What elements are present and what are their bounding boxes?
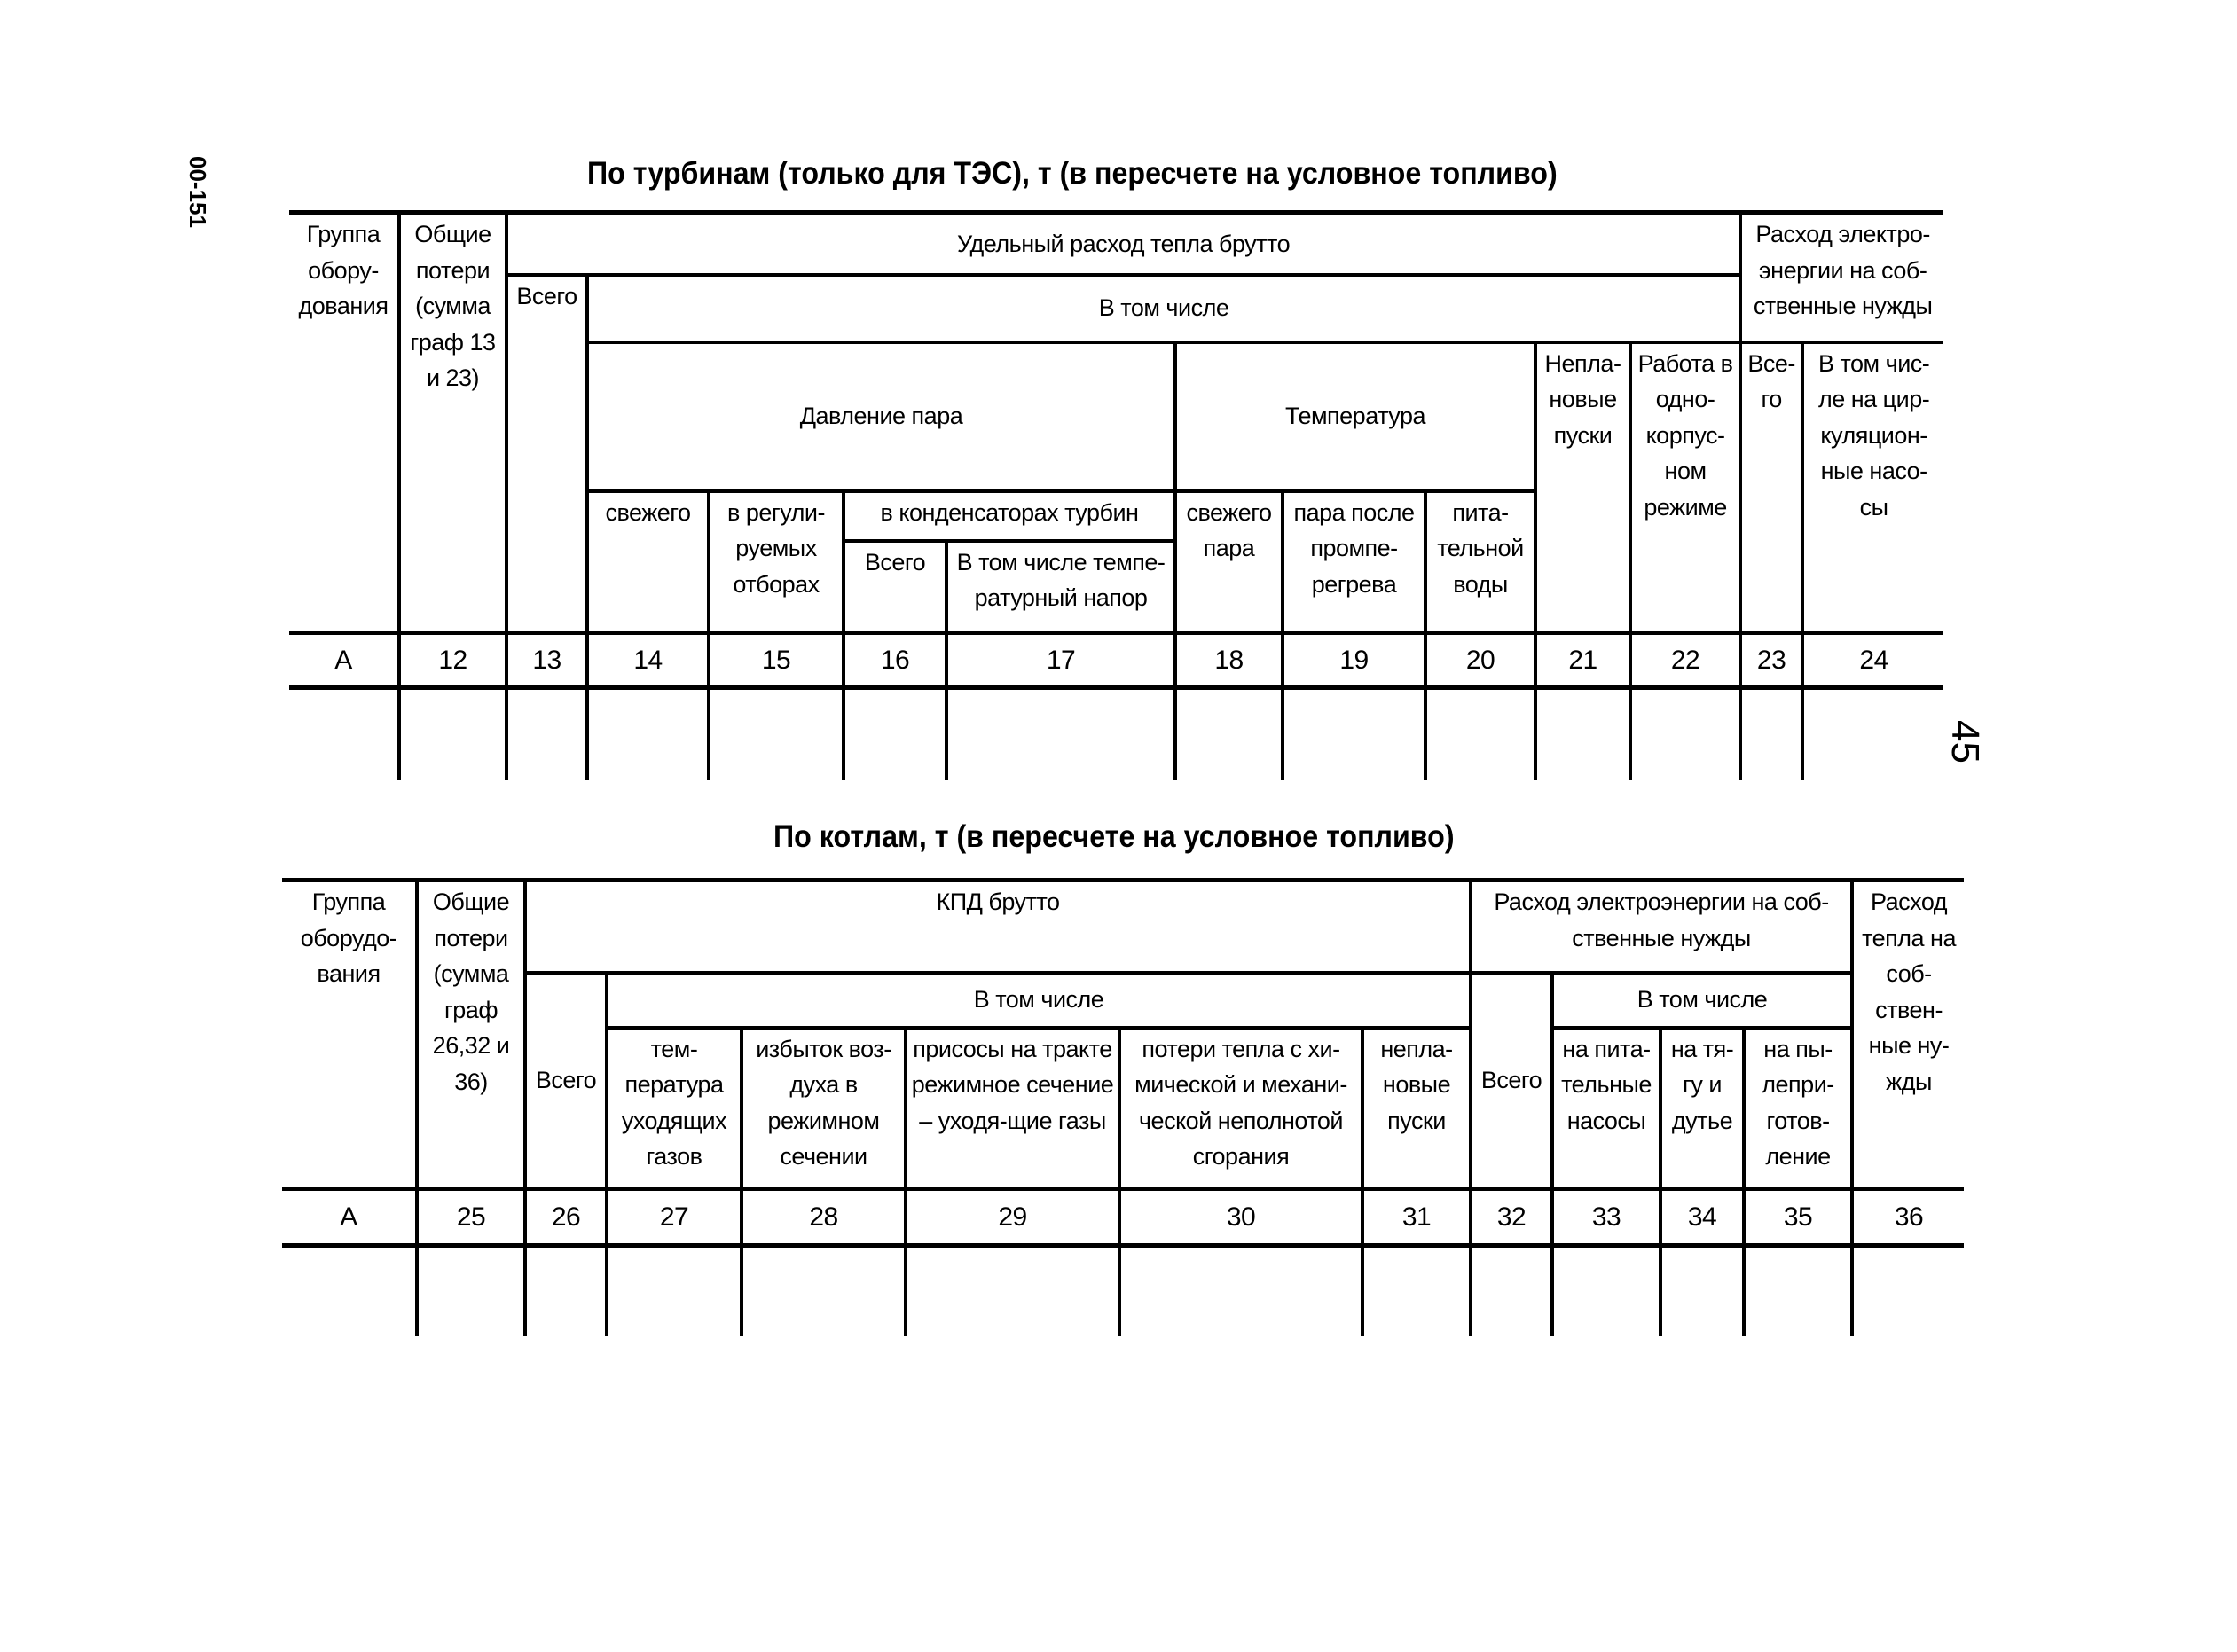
header-in-condensers: в конденсаторах турбин	[844, 491, 1175, 541]
header-air-inleakage: присосы на тракте режимное сечение – уходя-щие газы	[906, 1028, 1119, 1189]
column-number: 36	[1852, 1189, 1964, 1246]
header-heat-own-needs: Расход тепла на соб-ствен-ные ну-жды	[1852, 881, 1964, 1189]
blank-cell	[399, 688, 506, 780]
column-number: 27	[607, 1189, 742, 1246]
blank-cell	[417, 1246, 525, 1336]
header-power-including: В том числе	[1552, 973, 1852, 1028]
header-power-total: Всего	[1471, 973, 1552, 1189]
header-feed-water-temperature: пита-тельной воды	[1425, 491, 1535, 633]
header-regulated-extractions: в регули-руемых отборах	[709, 491, 844, 633]
blank-cell	[709, 688, 844, 780]
blank-cell	[906, 1246, 1119, 1336]
column-number: 30	[1119, 1189, 1362, 1246]
blank-cell	[607, 1246, 742, 1336]
column-number: 16	[844, 633, 946, 688]
header-excess-air: избыток воз-духа в режимном сечении	[742, 1028, 906, 1189]
blank-cell	[1660, 1246, 1744, 1336]
column-number: 31	[1362, 1189, 1471, 1246]
header-fresh-steam-temperature: свежего пара	[1175, 491, 1283, 633]
header-power-total: Все-го	[1740, 342, 1802, 633]
blank-cell	[587, 688, 709, 780]
header-efficiency: КПД брутто	[525, 881, 1471, 973]
column-number: 26	[525, 1189, 607, 1246]
column-number: 35	[1744, 1189, 1852, 1246]
blank-cell	[1119, 1246, 1362, 1336]
blank-cell	[1535, 688, 1630, 780]
blank-cell	[506, 688, 587, 780]
column-number: 13	[506, 633, 587, 688]
header-temperature-head: В том числе темпе-ратурный напор	[946, 541, 1175, 633]
header-reheat-steam-temperature: пара после промпе-регрева	[1283, 491, 1425, 633]
blank-cell	[1740, 688, 1802, 780]
header-unplanned-starts: Непла-новые пуски	[1535, 342, 1630, 633]
column-number: 28	[742, 1189, 906, 1246]
header-draft-blast: на тя-гу и дутье	[1660, 1028, 1744, 1189]
header-including: В том числе	[587, 275, 1740, 342]
blank-cell	[844, 688, 946, 780]
header-specific-heat: Удельный расход тепла брутто	[506, 213, 1740, 275]
header-feed-pumps: на пита-тельные насосы	[1552, 1028, 1660, 1189]
blank-cell	[1852, 1246, 1964, 1336]
column-number: 17	[946, 633, 1175, 688]
blank-cell	[1630, 688, 1740, 780]
boilers-table	[282, 878, 1964, 1336]
header-unplanned-starts: непла-новые пуски	[1362, 1028, 1471, 1189]
column-number: 15	[709, 633, 844, 688]
header-circulation-pumps: В том чис-ле на цир-куляцион-ные насо-сы	[1802, 342, 1943, 633]
document-code: 00-151	[184, 156, 211, 228]
header-equipment-group: Группа обору-дования	[289, 213, 399, 633]
blank-cell	[1744, 1246, 1852, 1336]
column-number: 21	[1535, 633, 1630, 688]
header-efficiency-including: В том числе	[607, 973, 1471, 1028]
column-number: 34	[1660, 1189, 1744, 1246]
header-power-own-needs: Расход электро-энергии на соб-ственные нужды	[1740, 213, 1943, 342]
blank-cell	[946, 688, 1175, 780]
header-efficiency-total: Всего	[525, 973, 607, 1189]
column-number: 19	[1283, 633, 1425, 688]
blank-cell	[742, 1246, 906, 1336]
header-steam-pressure: Давление пара	[587, 342, 1175, 491]
turbines-table	[289, 210, 1943, 780]
blank-cell	[1362, 1246, 1471, 1336]
column-number: 33	[1552, 1189, 1660, 1246]
page-number: 45	[1943, 720, 1987, 763]
column-number: 14	[587, 633, 709, 688]
blank-cell	[1471, 1246, 1552, 1336]
column-number: 22	[1630, 633, 1740, 688]
header-condenser-total: Всего	[844, 541, 946, 633]
header-single-hull-mode: Работа в одно-корпус-ном режиме	[1630, 342, 1740, 633]
header-total-losses: Общие потери (сумма граф 26,32 и 36)	[417, 881, 525, 1189]
blank-cell	[1802, 688, 1943, 780]
column-number: 29	[906, 1189, 1119, 1246]
blank-cell	[1425, 688, 1535, 780]
column-number: 18	[1175, 633, 1283, 688]
header-flue-gas-temperature: тем-пература уходящих газов	[607, 1028, 742, 1189]
boilers-table-title: По котлам, т (в пересчете на условное топливо)	[773, 819, 1455, 854]
column-number: 12	[399, 633, 506, 688]
blank-cell	[282, 1246, 417, 1336]
header-chemical-mechanical-losses: потери тепла с хи-мической и механи-ческой неполнотой сгорания	[1119, 1028, 1362, 1189]
header-specific-heat-total: Всего	[506, 275, 587, 633]
blank-cell	[1283, 688, 1425, 780]
column-number: А	[282, 1189, 417, 1246]
column-number: 32	[1471, 1189, 1552, 1246]
blank-cell	[1552, 1246, 1660, 1336]
column-number: 25	[417, 1189, 525, 1246]
header-total-losses: Общие потери (сумма граф 13 и 23)	[399, 213, 506, 633]
column-number: 24	[1802, 633, 1943, 688]
header-temperature: Температура	[1175, 342, 1535, 491]
header-coal-preparation: на пы-лепри-готов-ление	[1744, 1028, 1852, 1189]
header-power-own-needs: Расход электроэнергии на соб-ственные нужды	[1471, 881, 1852, 973]
blank-cell	[1175, 688, 1283, 780]
column-number: 23	[1740, 633, 1802, 688]
column-number: 20	[1425, 633, 1535, 688]
blank-cell	[525, 1246, 607, 1336]
blank-cell	[289, 688, 399, 780]
turbines-table-title: По турбинам (только для ТЭС), т (в пересчете на условное топливо)	[587, 156, 1558, 191]
header-fresh-pressure: свежего	[587, 491, 709, 633]
header-equipment-group: Группа оборудо-вания	[282, 881, 417, 1189]
column-number: А	[289, 633, 399, 688]
